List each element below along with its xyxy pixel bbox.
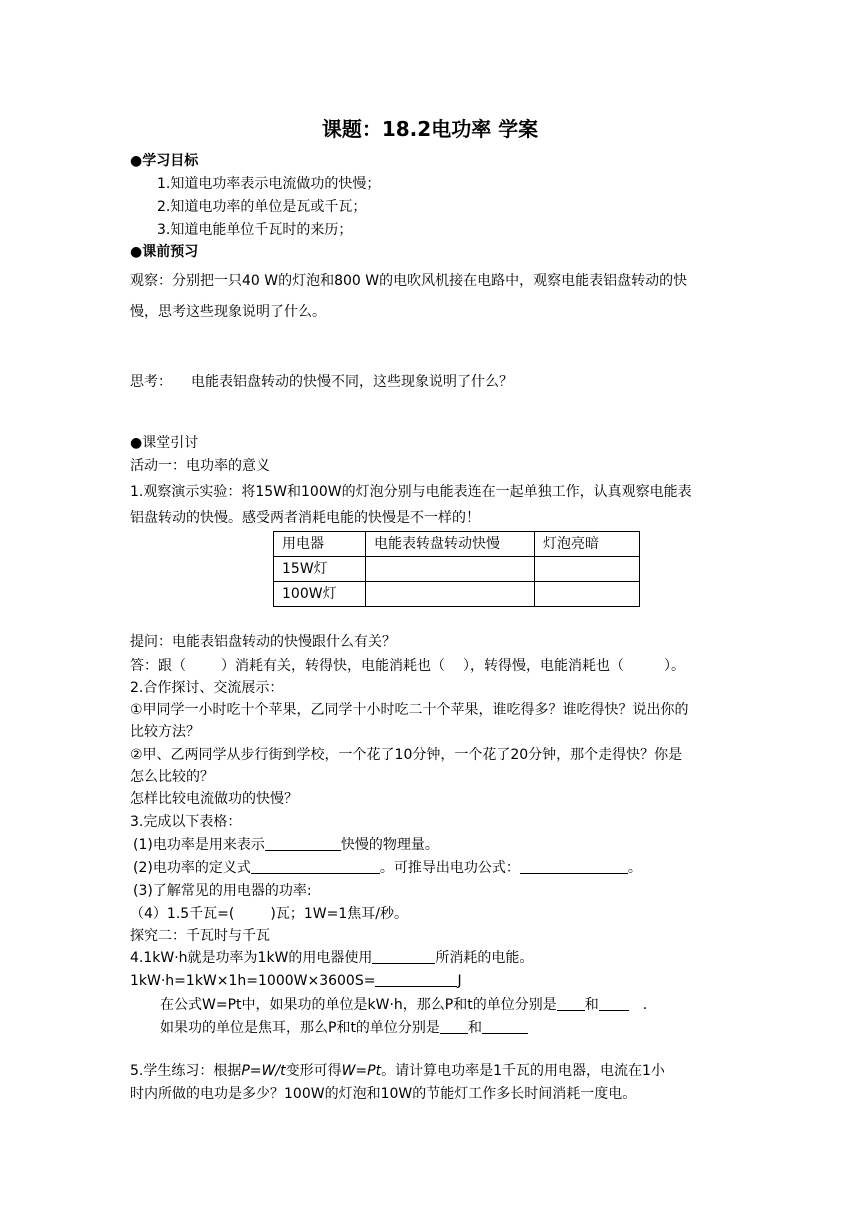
question-3-1 bbox=[133, 835, 439, 855]
question-4-text: 所消耗的电能。 bbox=[435, 950, 534, 966]
think-label: 思考： bbox=[130, 374, 172, 390]
activity-two-heading: 探究二：千瓦时与千瓦 bbox=[130, 928, 270, 944]
table-cell-blank bbox=[366, 557, 535, 582]
question-3-2-text: (2)电功率的定义式 bbox=[133, 860, 251, 876]
observe-text: 观察：分别把一只40 W的灯泡和800 W的电吹风机接在电路中，观察电能表铝盘转动的快 bbox=[130, 273, 688, 289]
answer-line bbox=[130, 656, 685, 676]
table-cell: 100W灯 bbox=[274, 582, 366, 607]
table-cell-blank bbox=[535, 582, 640, 607]
question-3-1-text: (1)电功率是用来表示 bbox=[133, 837, 265, 853]
goal-item: 1.知道电功率表示电流做功的快慢； bbox=[157, 176, 381, 192]
fill-blank[interactable] bbox=[599, 996, 629, 1011]
question-1-text: 1.观察演示实验：将15W和100W的灯泡分别与电能表连在一起单独工作，认真观察电能表 bbox=[130, 484, 692, 500]
guide-heading: ●课堂引讨 bbox=[130, 435, 199, 451]
observe-text-cont: 慢，思考这些现象说明了什么。 bbox=[130, 304, 326, 320]
activity-one-heading: 活动一：电功率的意义 bbox=[130, 458, 270, 474]
answer-part: 答：跟（ bbox=[130, 658, 186, 674]
think-text: 电能表铝盘转动的快慢不同，这些现象说明了什么？ bbox=[191, 374, 513, 390]
answer-part: ）消耗有关，转得快，电能消耗也（ bbox=[221, 658, 445, 674]
preview-heading: ●课前预习 bbox=[130, 244, 199, 260]
question-3-1-text: 快慢的物理量。 bbox=[340, 837, 439, 853]
goals-heading: ●学习目标 bbox=[130, 153, 199, 169]
question-4-units-text: 和 bbox=[584, 997, 599, 1013]
question-4-units-text: 在公式W=Pt中，如果功的单位是kW·h，那么P和t的单位分别是 bbox=[160, 997, 557, 1013]
table-header-cell: 用电器 bbox=[274, 532, 366, 557]
question-3-3: (3)了解常见的用电器的功率: bbox=[133, 883, 312, 899]
table-header-row bbox=[274, 532, 640, 557]
fill-blank[interactable] bbox=[520, 859, 628, 874]
question-4-units-joule bbox=[160, 1018, 528, 1038]
question-5-text: 5.学生练习：根据 bbox=[130, 1063, 242, 1079]
question-4-text: 4.1kW·h就是功率为1kW的用电器使用 bbox=[130, 950, 373, 966]
question-4-units-text: 和 bbox=[467, 1020, 482, 1036]
question-4 bbox=[130, 948, 533, 968]
question-3-4-text: （4）1.5千瓦=( bbox=[130, 906, 235, 922]
question-5-text: 变形可得 bbox=[285, 1063, 342, 1079]
question-2-heading: 2.合作探讨、交流展示： bbox=[130, 680, 284, 696]
question-3-heading: 3.完成以下表格： bbox=[130, 814, 242, 830]
question-4-units-text: 如果功的单位是焦耳，那么P和t的单位分别是 bbox=[160, 1020, 440, 1036]
question-2a-text-cont: 比较方法？ bbox=[130, 724, 200, 740]
question-4-calc-text: 1kW·h=1kW×1h=1000W×3600S= bbox=[130, 973, 376, 989]
question-2b-text-cont: 怎么比较的？ bbox=[130, 769, 214, 785]
table-header-cell: 电能表转盘转动快慢 bbox=[366, 532, 535, 557]
question-2a-text: ①甲同学一小时吃十个苹果，乙同学十小时吃二十个苹果，谁吃得多？谁吃得快？说出你的 bbox=[130, 702, 689, 718]
ask-text: 提问：电能表铝盘转动的快慢跟什么有关？ bbox=[130, 634, 396, 650]
question-3-2-text: 。可推导出电功公式： bbox=[379, 860, 520, 876]
fill-blank[interactable] bbox=[557, 996, 585, 1011]
fill-blank[interactable] bbox=[251, 859, 380, 874]
formula-work: W=Pt bbox=[341, 1063, 382, 1079]
question-3-4-text: )瓦；1W=1焦耳/秒。 bbox=[270, 906, 408, 922]
question-4-calc bbox=[130, 971, 462, 991]
formula-power: P=W/t bbox=[241, 1063, 286, 1079]
question-3-2-text: 。 bbox=[627, 860, 642, 876]
question-3-4 bbox=[130, 904, 408, 924]
fill-blank[interactable] bbox=[440, 1019, 468, 1034]
question-1-text-cont: 铝盘转动的快慢。感受两者消耗电能的快慢是不一样的！ bbox=[130, 510, 480, 526]
goal-item: 2.知道电功率的单位是瓦或千瓦； bbox=[157, 199, 367, 215]
table-row bbox=[274, 557, 640, 582]
question-5 bbox=[130, 1061, 665, 1081]
table-cell-blank bbox=[366, 582, 535, 607]
fill-blank[interactable] bbox=[265, 836, 341, 851]
table-header-cell: 灯泡亮暗 bbox=[535, 532, 640, 557]
question-2c-text: 怎样比较电流做功的快慢？ bbox=[130, 791, 298, 807]
answer-part: ），转得慢，电能消耗也（ bbox=[463, 658, 624, 674]
goal-item: 3.知道电能单位千瓦时的来历； bbox=[157, 222, 353, 238]
table-cell: 15W灯 bbox=[274, 557, 366, 582]
fill-blank[interactable] bbox=[375, 972, 457, 987]
question-5-text-cont: 时内所做的电功是多少？100W的灯泡和10W的节能灯工作多长时间消耗一度电。 bbox=[130, 1086, 637, 1102]
question-3-2 bbox=[133, 858, 642, 878]
question-4-calc-text: J bbox=[457, 973, 462, 989]
table-row bbox=[274, 582, 640, 607]
question-4-units-kwh bbox=[160, 995, 647, 1015]
page-title: 课题：18.2电功率 学案 bbox=[321, 117, 539, 141]
observation-table bbox=[273, 531, 640, 607]
question-4-units-text: . bbox=[642, 997, 648, 1013]
answer-part: ）。 bbox=[664, 658, 685, 674]
question-2b-text: ②甲、乙两同学从步行街到学校，一个花了10分钟，一个花了20分钟，那个走得快？你是 bbox=[130, 747, 683, 763]
question-5-text: 。请计算电功率是1千瓦的用电器，电流在1小 bbox=[381, 1063, 665, 1079]
fill-blank[interactable] bbox=[482, 1019, 528, 1034]
table-cell-blank bbox=[535, 557, 640, 582]
fill-blank[interactable] bbox=[372, 949, 435, 964]
